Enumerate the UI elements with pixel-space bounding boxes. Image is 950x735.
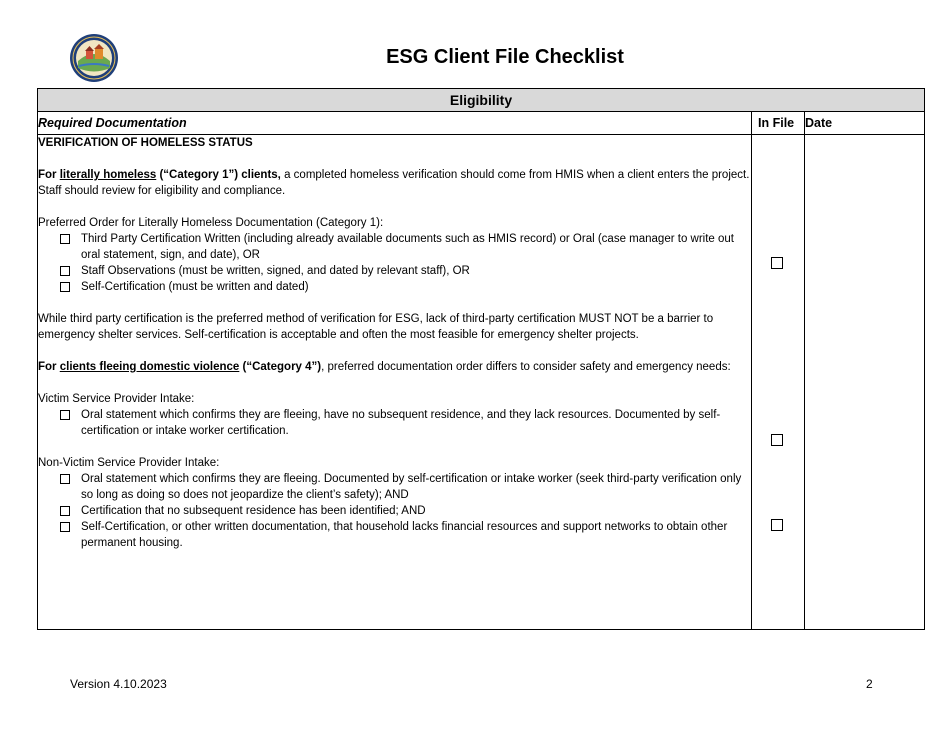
list-item[interactable]: Certification that no subsequent residence has been identified; AND: [38, 503, 751, 519]
list-item[interactable]: Oral statement which confirms they are fleeing, have no subsequent residence, and they lack resources. Documented by self-certification or intake worker certification.: [38, 407, 751, 439]
section-heading: VERIFICATION OF HOMELESS STATUS: [38, 137, 253, 149]
checkbox[interactable]: [60, 266, 70, 276]
date-cell[interactable]: [805, 135, 925, 630]
list-item[interactable]: Self-Certification (must be written and dated): [38, 279, 751, 295]
category-1-label: Preferred Order for Literally Homeless Documentation (Category 1):: [38, 217, 384, 229]
documentation-cell: [38, 135, 752, 630]
checkbox[interactable]: [60, 410, 70, 420]
column-header-date: Date: [805, 112, 925, 135]
paragraph-category-4: For clients fleeing domestic violence (“Category 4”), preferred documentation order differs to consider safety and emergency needs:: [38, 361, 731, 373]
eligibility-table: [37, 88, 925, 630]
column-header-required: Required Documentation: [38, 112, 752, 135]
paragraph-category-1: For literally homeless (“Category 1”) clients, a completed homeless verification should come from HMIS when a client enters the project. Staff should review for eligibility and compliance.: [38, 169, 750, 197]
column-header-in-file: In File: [752, 112, 805, 135]
checkbox[interactable]: [60, 522, 70, 532]
in-file-cell: [752, 135, 805, 630]
paragraph-third-party: While third party certification is the preferred method of verification for ESG, lack of third-party certification MUST NOT be a barrier to emergency shelter services. Self-certification is acceptable and often the most feasible for emergency shelter projects.: [38, 313, 714, 341]
section-header: Eligibility: [38, 89, 925, 112]
list-item[interactable]: Staff Observations (must be written, signed, and dated by relevant staff), OR: [38, 263, 751, 279]
in-file-checkbox-vsp[interactable]: [771, 434, 783, 446]
checkbox[interactable]: [60, 282, 70, 292]
vsp-label: Victim Service Provider Intake:: [38, 393, 195, 405]
checkbox[interactable]: [60, 474, 70, 484]
checkbox[interactable]: [60, 234, 70, 244]
list-item[interactable]: Third Party Certification Written (including already available documents such as HMIS record) or Oral (case manager to write out oral statement, sign, and date), OR: [38, 231, 751, 263]
version-label: Version 4.10.2023: [70, 677, 167, 691]
checkbox[interactable]: [60, 506, 70, 516]
list-item[interactable]: Oral statement which confirms they are fleeing. Documented by self-certification or intake worker (seek third-party verification only so long as doing so does not jeopardize the client’s safety); AND: [38, 471, 751, 503]
nvsp-label: Non-Victim Service Provider Intake:: [38, 457, 220, 469]
page-title: ESG Client File Checklist: [386, 46, 624, 68]
in-file-checkbox-category-1[interactable]: [771, 257, 783, 269]
list-item[interactable]: Self-Certification, or other written documentation, that household lacks financial resources and support networks to obtain other permanent housing.: [38, 519, 751, 551]
in-file-checkbox-nvsp[interactable]: [771, 519, 783, 531]
page-number: 2: [866, 677, 873, 691]
